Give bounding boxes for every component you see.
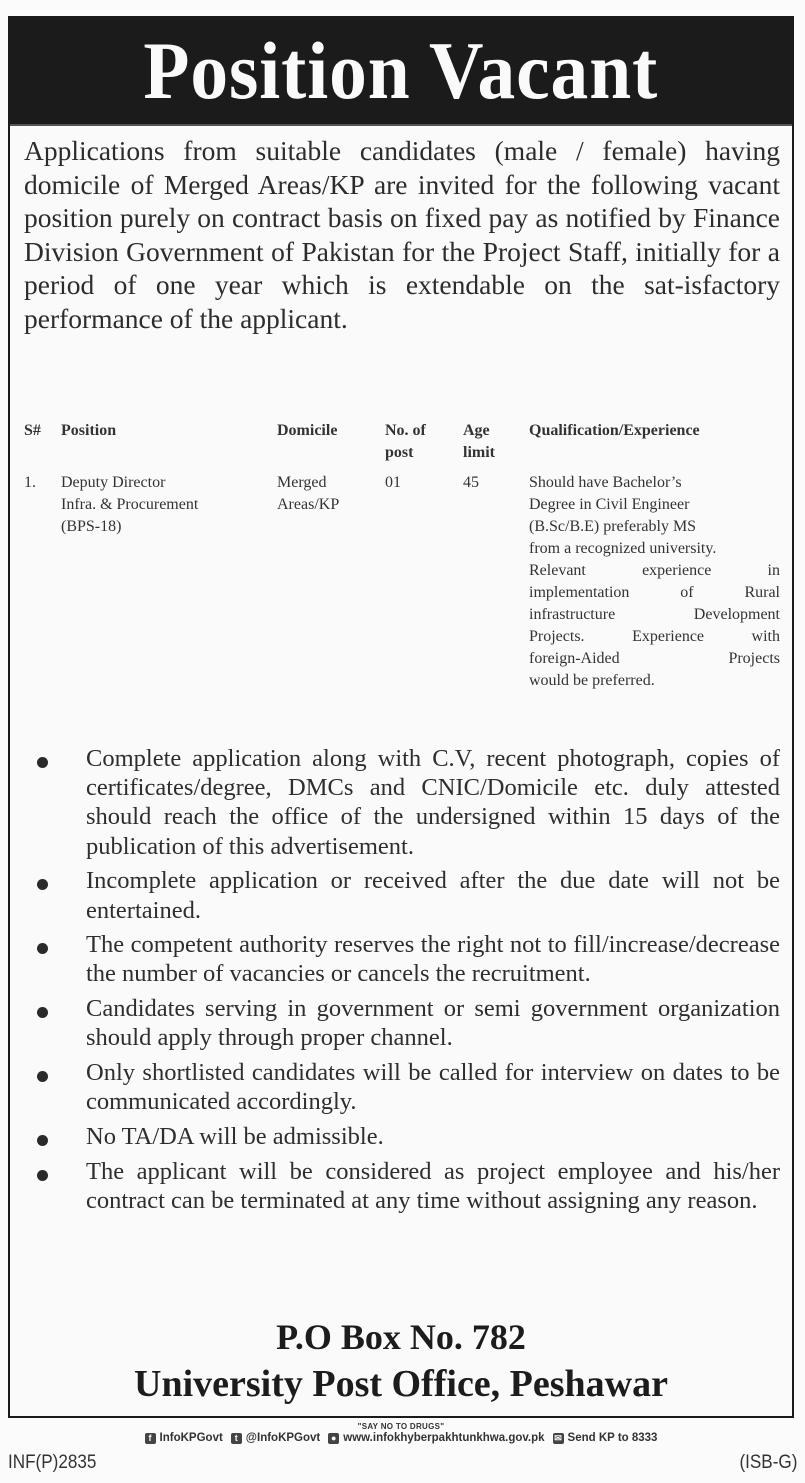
cell-qualification bbox=[529, 472, 780, 692]
facebook-label: InfoKPGovt bbox=[159, 1432, 223, 1444]
qualification-line: infrastructure Development bbox=[529, 606, 780, 623]
vacancy-table bbox=[24, 420, 780, 692]
website-link[interactable] bbox=[328, 1432, 544, 1444]
list-item bbox=[24, 930, 780, 988]
advertisement-frame bbox=[8, 16, 794, 1444]
list-item-text: The applicant will be considered as project employee and his/her contract can be terminated at any time without assigning any reason. bbox=[86, 1157, 780, 1214]
twitter-icon: t bbox=[231, 1433, 242, 1444]
sms-label: Send KP to 8333 bbox=[567, 1432, 658, 1444]
social-links bbox=[10, 1432, 792, 1444]
header-qualification-text: Qualification/Experience bbox=[529, 422, 700, 439]
table-row bbox=[24, 472, 780, 692]
list-item bbox=[24, 1122, 780, 1151]
bullet-icon bbox=[24, 1058, 86, 1116]
bullet-icon bbox=[24, 1122, 86, 1151]
ad-code: INF(P)2835 bbox=[8, 1452, 97, 1473]
list-item bbox=[24, 1157, 780, 1215]
list-item bbox=[24, 866, 780, 924]
cell-position bbox=[61, 472, 277, 692]
intro-paragraph: Applications from suitable candidates (male / female) having domicile of Merged Areas/KP are invited for the following vacant position purely on contract basis on fixed pay as notified by Finance Division Government of Pakistan for the Project Staff, initially for a period of one year which is extendable on the sat-isfactory performance of the applicant. bbox=[24, 135, 780, 334]
qualification-line: Projects. Experience with bbox=[529, 628, 780, 645]
list-item-text: Only shortlisted candidates will be called for interview on dates to be communicated accordingly. bbox=[86, 1059, 780, 1116]
qualification-line: Relevant experience in bbox=[529, 562, 780, 579]
title-banner bbox=[10, 18, 792, 126]
header-no-of-post bbox=[385, 420, 463, 464]
qualification-line: would be preferred. bbox=[529, 672, 655, 689]
slogan: "SAY NO TO DRUGS" bbox=[357, 1422, 445, 1431]
domicile-line: Areas/KP bbox=[277, 496, 340, 513]
page-title: Position Vacant bbox=[143, 25, 659, 116]
globe-icon: ● bbox=[328, 1433, 339, 1444]
bullet-icon bbox=[24, 744, 86, 861]
facebook-link[interactable] bbox=[145, 1432, 223, 1444]
header-position: Position bbox=[61, 422, 117, 439]
twitter-link[interactable] bbox=[231, 1432, 320, 1444]
facebook-icon: f bbox=[145, 1433, 156, 1444]
bullet-icon bbox=[24, 1157, 86, 1215]
qualification-line: foreign-Aided Projects bbox=[529, 650, 780, 667]
website-label: www.infokhyberpakhtunkhwa.gov.pk bbox=[343, 1432, 545, 1444]
list-item-text: Incomplete application or received after the due date will not be entertained. bbox=[86, 867, 780, 924]
header-sno: S# bbox=[24, 422, 41, 439]
cell-sno: 1. bbox=[24, 474, 36, 491]
cell-domicile bbox=[277, 472, 385, 692]
position-line: (BPS-18) bbox=[61, 518, 122, 535]
header-age-line2: limit bbox=[463, 444, 495, 461]
footer bbox=[10, 1422, 792, 1444]
position-line: Infra. & Procurement bbox=[61, 496, 199, 513]
qualification-line: implementation of Rural bbox=[529, 584, 780, 601]
list-item-text: No TA/DA will be admissible. bbox=[86, 1122, 384, 1150]
header-qualification bbox=[529, 420, 780, 464]
message-icon: ✉ bbox=[554, 1432, 562, 1443]
table-header-row bbox=[24, 420, 780, 464]
qualification-line: from a recognized university. bbox=[529, 540, 717, 557]
qualification-line: Should have Bachelor’s bbox=[529, 474, 682, 491]
post-office: University Post Office, Peshawar bbox=[134, 1363, 668, 1405]
bullet-icon bbox=[24, 994, 86, 1052]
bullet-icon bbox=[24, 930, 86, 988]
domicile-line: Merged bbox=[277, 474, 327, 491]
header-age-limit bbox=[463, 420, 529, 464]
list-item bbox=[24, 744, 780, 861]
po-box: P.O Box No. 782 bbox=[276, 1317, 526, 1357]
qualification-line: Degree in Civil Engineer bbox=[529, 496, 690, 513]
list-item bbox=[24, 1058, 780, 1116]
sms-info bbox=[553, 1432, 658, 1444]
header-age-line1: Age bbox=[463, 422, 490, 439]
header-no-of-post-line1: No. of bbox=[385, 422, 426, 439]
list-item-text: The competent authority reserves the right not to fill/increase/decrease the number of vacancies or cancels the recruitment. bbox=[86, 931, 780, 988]
header-domicile: Domicile bbox=[277, 422, 338, 439]
conditions-list bbox=[24, 744, 780, 1221]
bullet-icon bbox=[24, 866, 86, 924]
position-line: Deputy Director bbox=[61, 474, 166, 491]
list-item-text: Candidates serving in government or semi government organization should apply through proper channel. bbox=[86, 995, 780, 1052]
twitter-label: @InfoKPGovt bbox=[245, 1432, 321, 1444]
cell-posts: 01 bbox=[385, 474, 401, 491]
list-item bbox=[24, 994, 780, 1052]
cell-age: 45 bbox=[463, 474, 479, 491]
header-no-of-post-line2: post bbox=[385, 444, 414, 461]
region-code: (ISB-G) bbox=[739, 1452, 797, 1473]
list-item-text: Complete application along with C.V, recent photograph, copies of certificates/degree, DMCs and CNIC/Domicile etc. duly attested should reach the office of the undersigned within 15 days of the publication of this advertisement. bbox=[86, 745, 780, 860]
qualification-line: (B.Sc/B.E) preferably MS bbox=[529, 518, 697, 535]
